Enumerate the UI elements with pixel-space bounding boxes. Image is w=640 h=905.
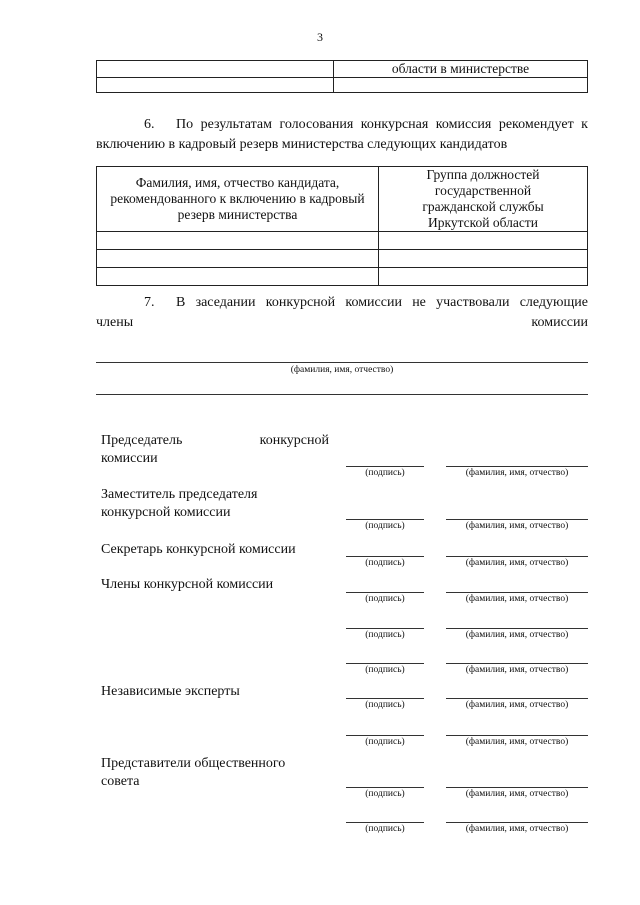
top-table-fragment (96, 60, 588, 93)
candidates-header-name: Фамилия, имя, отчество кандидата, рекомендованного к включению в кадровый резерв министерства (97, 167, 379, 232)
section-number: 6. (144, 117, 155, 132)
absent-members-caption: (фамилия, имя, отчество) (290, 365, 394, 375)
role-members: Члены конкурсной комиссии (101, 577, 274, 592)
name-line (446, 663, 588, 664)
signature-line (346, 519, 424, 520)
signature-caption: (подпись) (365, 521, 405, 531)
signature-line (346, 592, 424, 593)
section-text: По результатам голосования конкурсная комиссия рекомендует к включению в кадровый резерв министерства следующих кандидатов (96, 117, 588, 152)
role-deputy: Заместитель председателя конкурсной комиссии (101, 487, 258, 520)
name-caption: (фамилия, имя, отчество) (465, 789, 569, 799)
signature-line (346, 735, 424, 736)
candidates-header-group: Группа должностей государственной гражданской службы Иркутской области (379, 167, 588, 232)
role-public-council: Представители общественного совета (101, 756, 286, 789)
name-line (446, 556, 588, 557)
name-caption: (фамилия, имя, отчество) (465, 630, 569, 640)
section-7-paragraph (96, 293, 588, 333)
signature-caption: (подпись) (365, 468, 405, 478)
signature-line (346, 698, 424, 699)
name-line (446, 822, 588, 823)
section-number: 7. (144, 295, 155, 310)
table-cell (379, 232, 588, 250)
name-line (446, 787, 588, 788)
table-cell (97, 78, 334, 93)
role-secretary: Секретарь конкурсной комиссии (101, 542, 296, 557)
signature-caption: (подпись) (365, 737, 405, 747)
section-text: В заседании конкурсной комиссии не участвовали следующие члены комиссии (96, 295, 588, 330)
signature-caption: (подпись) (365, 594, 405, 604)
name-line (446, 735, 588, 736)
signature-line (346, 822, 424, 823)
role-chair-line1: Председатель конкурсной (101, 433, 329, 448)
name-line (446, 628, 588, 629)
name-caption: (фамилия, имя, отчество) (465, 468, 569, 478)
signature-line (346, 787, 424, 788)
candidates-table (96, 166, 588, 286)
name-line (446, 592, 588, 593)
name-caption: (фамилия, имя, отчество) (465, 700, 569, 710)
name-caption: (фамилия, имя, отчество) (465, 824, 569, 834)
absent-members-line-2 (96, 394, 588, 395)
page-number: 3 (317, 30, 323, 44)
name-caption: (фамилия, имя, отчество) (465, 594, 569, 604)
signature-caption: (подпись) (365, 630, 405, 640)
absent-members-line (96, 362, 588, 363)
name-line (446, 698, 588, 699)
name-line (446, 519, 588, 520)
table-cell (379, 268, 588, 286)
table-cell (379, 250, 588, 268)
name-caption: (фамилия, имя, отчество) (465, 737, 569, 747)
section-6-paragraph (96, 115, 588, 155)
name-line (446, 466, 588, 467)
role-chair-line2: комиссии (101, 451, 158, 466)
signature-line (346, 663, 424, 664)
table-cell (97, 232, 379, 250)
signature-line (346, 628, 424, 629)
name-caption: (фамилия, имя, отчество) (465, 665, 569, 675)
signature-caption: (подпись) (365, 665, 405, 675)
role-experts: Независимые эксперты (101, 684, 240, 699)
name-caption: (фамилия, имя, отчество) (465, 521, 569, 531)
signature-line (346, 466, 424, 467)
signature-caption: (подпись) (365, 824, 405, 834)
table-cell (97, 268, 379, 286)
signature-line (346, 556, 424, 557)
name-caption: (фамилия, имя, отчество) (465, 558, 569, 568)
signature-caption: (подпись) (365, 700, 405, 710)
table-cell (334, 78, 588, 93)
signature-caption: (подпись) (365, 558, 405, 568)
signature-caption: (подпись) (365, 789, 405, 799)
table-cell (97, 61, 334, 78)
table-cell: области в министерстве (334, 61, 588, 78)
table-cell (97, 250, 379, 268)
